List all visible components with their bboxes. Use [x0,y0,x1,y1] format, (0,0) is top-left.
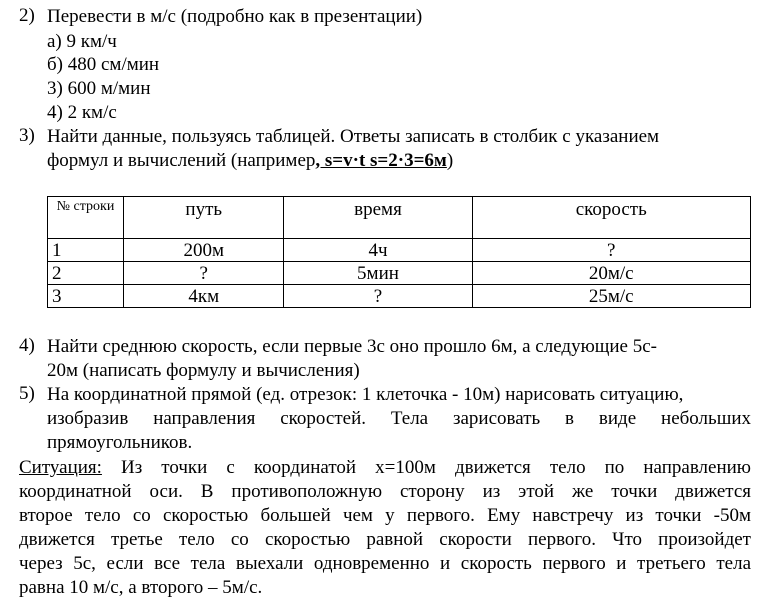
situation-label: Ситуация: [19,457,102,478]
item-3-formula-example: , s=v·t s=2·3=6м [315,150,447,171]
item-2-sub-4: 4) 2 км/с [47,102,117,123]
table-cell: 4км [124,285,284,308]
item-2-number: 2) [19,5,35,26]
situation-line-6: равна 10 м/с, а второго – 5м/с. [19,577,263,598]
situation-line-2: координатной оси. В противоположную сторону из этой же точки движется [19,481,751,502]
item-4-number: 4) [19,335,35,356]
item-3-line-1: Найти данные, пользуясь таблицей. Ответы записать в столбик с указанием [47,126,660,147]
item-4-line-2: 20м (написать формулу и вычисления) [47,360,360,381]
table-cell: 3 [48,285,124,308]
table-cell: 20м/с [472,262,751,285]
situation-line-1-text: Из точки с координатой x=100м движется тело по направлению [101,457,751,478]
data-table [47,196,751,308]
header-speed: скорость [472,197,751,239]
table-cell: 200м [124,239,284,262]
item-5-line-1: На координатной прямой (ед. отрезок: 1 клеточка - 10м) нарисовать ситуацию, [47,384,684,405]
item-2-sub-a: а) 9 км/ч [47,31,117,52]
table-cell: 4ч [284,239,472,262]
table-row [48,262,751,285]
item-3-number: 3) [19,125,35,146]
item-2-text: Перевести в м/с (подробно как в презентации) [47,6,423,27]
item-3-line-2-post: ) [446,150,454,171]
item-5-line-3: прямоугольников. [47,432,193,453]
table-row [48,285,751,308]
item-3-line-2-pre: формул и вычислений (например [47,150,316,171]
item-4-line-1: Найти среднюю скорость, если первые 3с оно прошло 6м, а следующие 5с- [47,336,658,357]
table-cell: 2 [48,262,124,285]
item-3-line-2 [47,149,453,173]
table-cell: ? [124,262,284,285]
situation-line-4: движется третье тело со скоростью равной скорости первого. Что произойдет [19,529,751,550]
item-2-sub-3: 3) 600 м/мин [47,78,151,99]
table-cell: 1 [48,239,124,262]
situation-line-5: через 5с, если все тела выехали одновременно и скорость первого и третьего тела [19,553,751,574]
table-cell: 5мин [284,262,472,285]
table-cell: ? [284,285,472,308]
situation-line-1 [19,456,751,480]
item-5-line-2: изобразив направления скоростей. Тела зарисовать в виде небольших [47,408,751,429]
table-row [48,239,751,262]
header-distance: путь [124,197,284,239]
header-time: время [284,197,472,239]
header-row-number: № строки [48,197,124,239]
item-2-sub-b: б) 480 см/мин [47,54,160,75]
table-cell: ? [472,239,751,262]
table-cell: 25м/с [472,285,751,308]
item-5-number: 5) [19,383,35,404]
table-header-row [48,197,751,239]
situation-line-3: второе тело со скоростью большей чем у первого. Ему навстречу из точки -50м [19,505,751,526]
